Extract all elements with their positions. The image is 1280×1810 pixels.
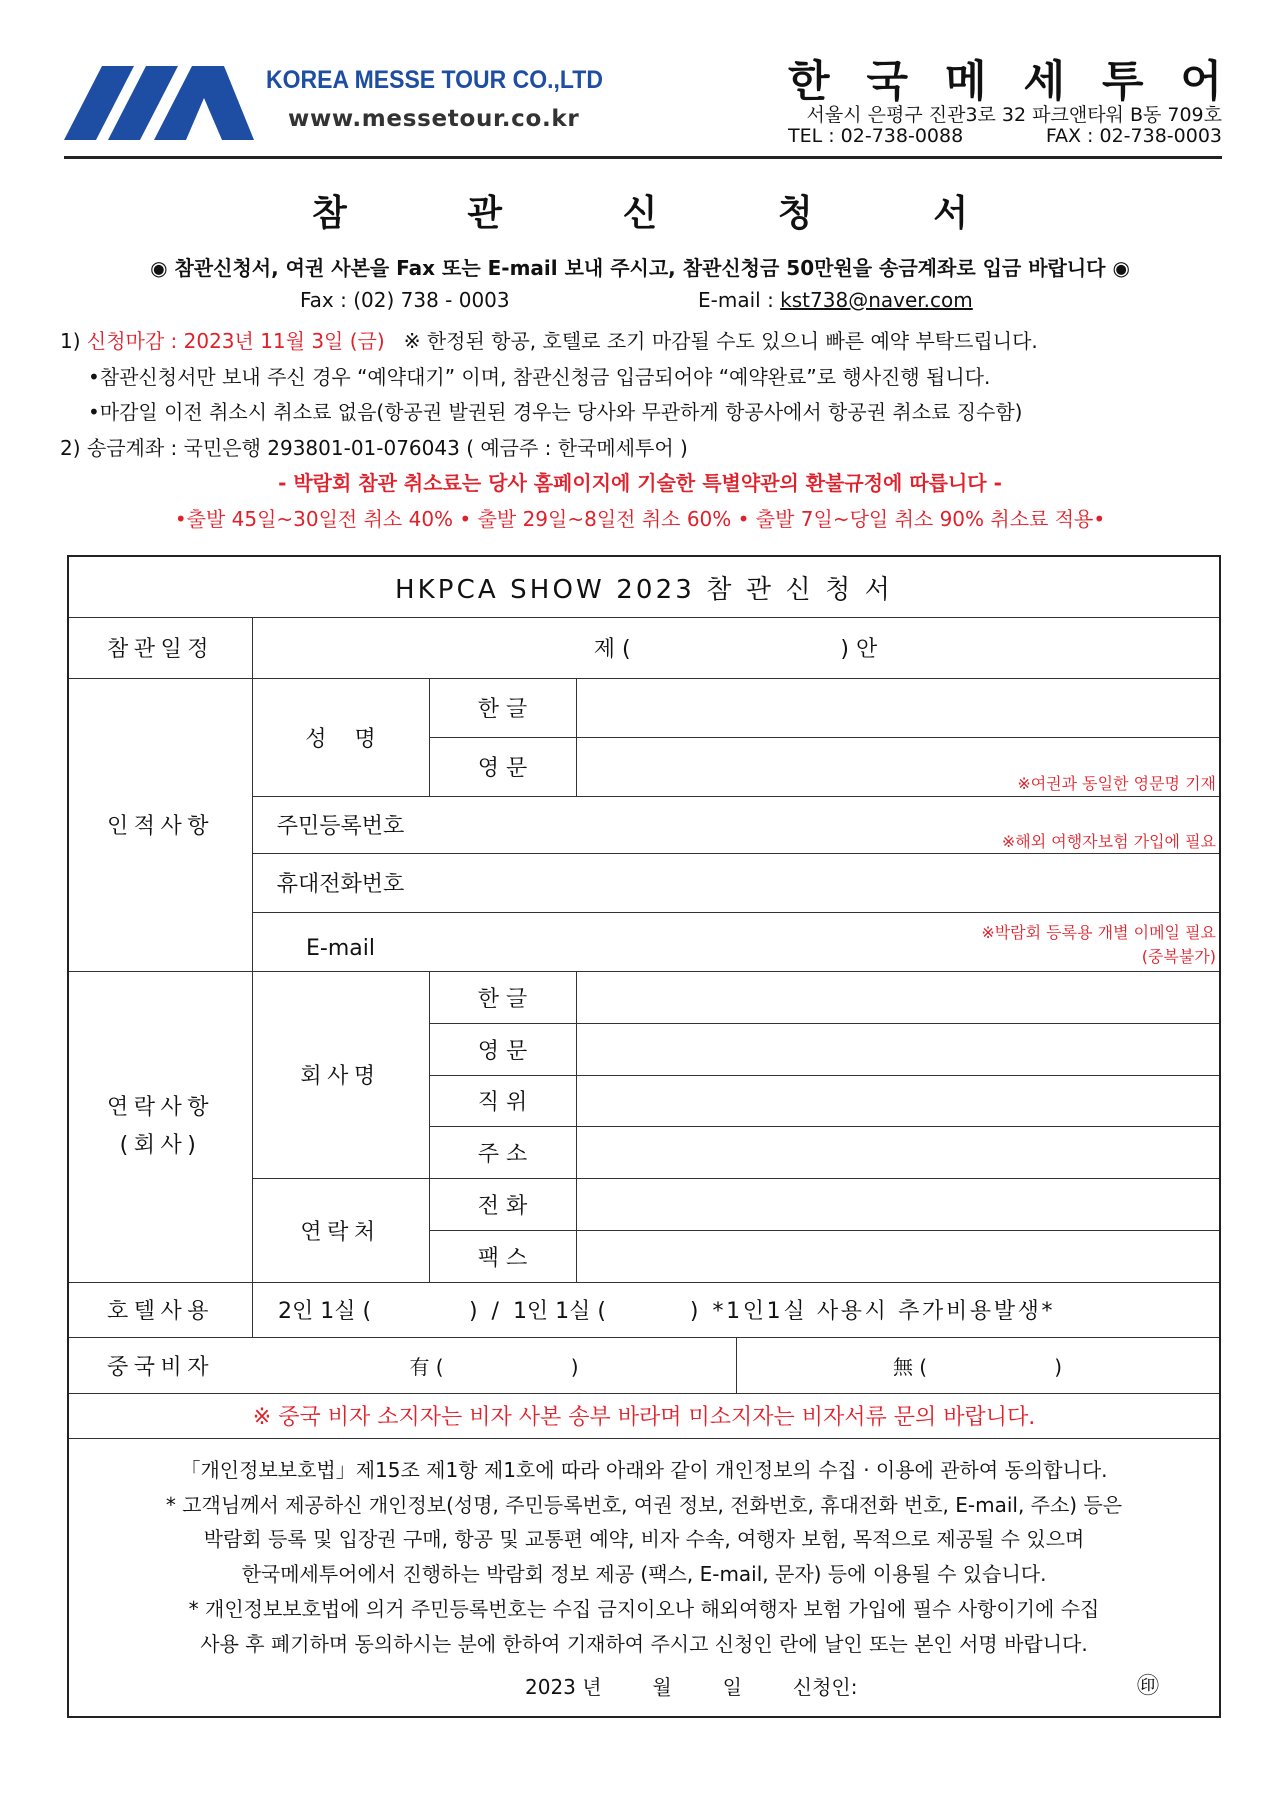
name-korean-input[interactable] — [576, 678, 1219, 737]
fax-label: 팩 스 — [477, 1245, 528, 1271]
company-english-input[interactable] — [576, 1023, 1219, 1075]
phone-label: 전 화 — [477, 1193, 528, 1219]
position-input[interactable] — [576, 1075, 1219, 1126]
email-note-2: (중복불가) — [1141, 947, 1216, 966]
visa-notice: ※ 중국 비자 소지자는 비자 사본 송부 바라며 미소지자는 비자서류 문의 바랍니다. — [252, 1405, 1036, 1430]
hotel-label: 호텔사용 — [106, 1299, 214, 1324]
cancel-policy-title: - 박람회 참관 취소료는 당사 홈페이지에 기술한 특별약관의 환불규정에 따릅니다 - — [278, 471, 1002, 495]
notice-item-1 — [60, 325, 1038, 354]
company-korean-input[interactable] — [576, 971, 1219, 1023]
fax-input[interactable] — [576, 1230, 1219, 1282]
signature-line[interactable]: 2023 년 월 일 신청인: — [525, 1675, 858, 1699]
resident-label: 주민등록번호 — [276, 814, 405, 839]
privacy-line-1: 「개인정보보호법」제15조 제1항 제1호에 따라 아래와 같이 개인정보의 수집 · 이용에 관하여 동의합니다. — [180, 1458, 1108, 1482]
company-korean-label: 한 글 — [477, 986, 528, 1012]
english-note: ※여권과 동일한 영문명 기재 — [1017, 774, 1216, 793]
privacy-line-3: 박람회 등록 및 입장권 구매, 항공 및 교통편 예약, 비자 수속, 여행자 보험, 목적으로 제공될 수 있으며 — [203, 1527, 1085, 1551]
notice-bullet-1: •참관신청서만 보내 주신 경우 “예약대기” 이며, 참관신청금 입금되어야 “예약완료”로 행사진행 됩니다. — [88, 365, 991, 389]
hotel-room-options: 2인 1실 ( ) / 1인 1실 ( ) — [278, 1299, 699, 1324]
name-korean-label: 한 글 — [477, 697, 528, 722]
visa-no-field[interactable]: 無 ( ) — [892, 1354, 1063, 1379]
cancel-policy-detail: •출발 45일~30일전 취소 40% • 출발 29일~8일전 취소 60% • 출발 7일~당일 취소 90% 취소료 적용• — [174, 507, 1106, 531]
phone-input[interactable] — [576, 1178, 1219, 1230]
contact-label-line2: (회사) — [119, 1132, 202, 1158]
notice-item-2: 2) 송금계좌 : 국민은행 293801-01-076043 ( 예금주 : 한국메세투어 ) — [60, 436, 688, 460]
hotel-note: *1인1실 사용시 추가비용발생* — [712, 1299, 1056, 1324]
email-label: E-mail — [306, 936, 375, 961]
privacy-line-4: 한국메세투어에서 진행하는 박람회 정보 제공 (팩스, E-mail, 문자) 등에 이용될 수 있습니다. — [241, 1562, 1047, 1586]
identity-label: 인적사항 — [106, 814, 214, 839]
contact-section-label — [69, 971, 252, 1282]
contact-label-line1: 연락사항 — [106, 1094, 214, 1120]
mobile-input[interactable] — [429, 853, 1219, 912]
company-address: 서울시 은평구 진관3로 32 파크앤타워 B동 709호 — [806, 104, 1222, 126]
notice-submit: ◉ 참관신청서, 여권 사본을 Fax 또는 E-mail 보내 주시고, 참관신청금 50만원을 송금계좌로 입금 바랍니다 ◉ — [150, 256, 1130, 280]
notice-bullet-2: •마감일 이전 취소시 취소료 없음(항공권 발권된 경우는 당사와 무관하게 항공사에서 항공권 취소료 징수함) — [88, 400, 1023, 424]
company-name-en: KOREA MESSE TOUR CO.,LTD — [266, 66, 603, 94]
deadline-text: 신청마감 : 2023년 11월 3일 (금) — [86, 329, 385, 353]
form-title: HKPCA SHOW 2023 참 관 신 청 서 — [394, 574, 894, 605]
email-note: ※박람회 등록용 개별 이메일 필요 — [981, 923, 1216, 942]
header-divider — [64, 156, 1222, 159]
notice-fax: Fax : (02) 738 - 0003 — [300, 288, 510, 312]
application-form — [67, 555, 1221, 1718]
email-label: E-mail : — [698, 288, 781, 312]
deadline-note: ※ 한정된 항공, 호텔로 조기 마감될 수도 있으니 빠른 예약 부탁드립니다. — [403, 329, 1038, 353]
position-label: 직 위 — [477, 1090, 528, 1115]
company-logo — [64, 66, 254, 140]
privacy-line-6: 사용 후 폐기하며 동의하시는 분에 한하여 기재하여 주시고 신청인 란에 날인 또는 본인 서명 바랍니다. — [200, 1632, 1088, 1656]
schedule-label: 참관일정 — [106, 637, 214, 662]
notice-email — [698, 288, 973, 312]
privacy-line-2: * 고객님께서 제공하신 개인정보(성명, 주민등록번호, 여권 정보, 전화번호, 휴대전화 번호, E-mail, 주소) 등은 — [165, 1493, 1123, 1517]
seal-mark: ㊞ — [1137, 1674, 1160, 1699]
privacy-line-5: * 개인정보보호법에 의거 주민등록번호는 수집 금지이오나 해외여행자 보험 가입에 필수 사항이기에 수집 — [188, 1597, 1100, 1621]
name-english-label: 영 문 — [477, 756, 528, 781]
company-english-label: 영 문 — [477, 1038, 528, 1064]
item1-prefix: 1) — [60, 329, 87, 353]
company-fax: FAX : 02-738-0003 — [1045, 125, 1222, 147]
address-input[interactable] — [576, 1126, 1219, 1178]
company-name-kr: 한 국 메 세 투 어 — [788, 57, 1222, 107]
visa-label: 중국비자 — [106, 1354, 214, 1380]
contact-label: 연락처 — [300, 1219, 381, 1245]
hotel-field[interactable] — [252, 1282, 1219, 1337]
company-website: www.messetour.co.kr — [288, 106, 580, 132]
company-tel: TEL : 02-738-0088 — [788, 125, 964, 147]
document-title: 참 관 신 청 서 — [311, 193, 1022, 234]
address-label: 주 소 — [477, 1141, 528, 1167]
company-name-label: 회사명 — [300, 1064, 381, 1089]
mobile-label: 휴대전화번호 — [276, 872, 405, 897]
schedule-field[interactable]: 제 ( ) 안 — [593, 637, 878, 662]
email-link[interactable]: kst738@naver.com — [780, 288, 973, 312]
name-label: 성 명 — [305, 726, 376, 752]
visa-yes-field[interactable]: 有 ( ) — [409, 1354, 579, 1379]
resident-note: ※해외 여행자보험 가입에 필요 — [1001, 832, 1216, 851]
